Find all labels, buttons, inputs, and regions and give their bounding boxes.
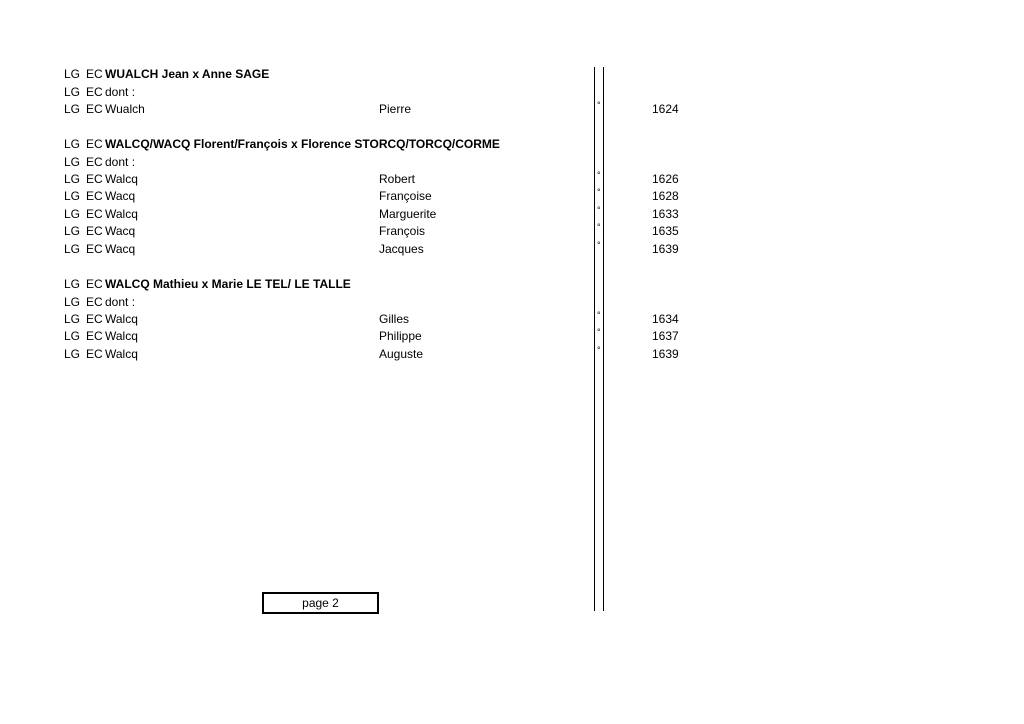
birth-symbol: °	[597, 310, 601, 320]
column-divider-right	[603, 67, 604, 611]
ec-code: EC	[86, 172, 103, 186]
birth-year: 1633	[652, 207, 679, 221]
child-surname: Walcq	[105, 312, 138, 326]
child-surname: Walcq	[105, 347, 138, 361]
lg-code: LG	[64, 312, 81, 326]
child-surname: Wualch	[105, 102, 145, 116]
page-number: page 2	[302, 596, 339, 610]
birth-symbol: °	[597, 240, 601, 250]
child-surname: Wacq	[105, 242, 136, 256]
couple-title: WALCQ/WACQ Florent/François x Florence STORCQ/TORCQ/CORME	[105, 137, 500, 151]
ec-code: EC	[86, 189, 103, 203]
lg-code: LG	[64, 67, 81, 81]
lg-code: LG	[64, 329, 81, 343]
birth-year: 1626	[652, 172, 679, 186]
child-firstname: Marguerite	[379, 207, 437, 221]
child-surname: Walcq	[105, 207, 138, 221]
birth-year: 1634	[652, 312, 679, 326]
child-surname: Walcq	[105, 329, 138, 343]
child-firstname: Philippe	[379, 329, 422, 343]
ec-code: EC	[86, 67, 103, 81]
lg-code: LG	[64, 242, 81, 256]
child-firstname: François	[379, 224, 426, 238]
page-number-box	[262, 592, 379, 614]
lg-code: LG	[64, 172, 81, 186]
lg-code: LG	[64, 137, 81, 151]
dont-label: dont :	[105, 155, 136, 169]
birth-symbol: °	[597, 222, 601, 232]
lg-code: LG	[64, 102, 81, 116]
lg-code: LG	[64, 224, 81, 238]
child-firstname: Jacques	[379, 242, 424, 256]
child-firstname: Françoise	[379, 189, 432, 203]
lg-code: LG	[64, 295, 81, 309]
lg-code: LG	[64, 207, 81, 221]
lg-code: LG	[64, 189, 81, 203]
ec-code: EC	[86, 242, 103, 256]
couple-title: WUALCH Jean x Anne SAGE	[105, 67, 270, 81]
birth-year: 1635	[652, 224, 679, 238]
ec-code: EC	[86, 312, 103, 326]
birth-year: 1628	[652, 189, 679, 203]
lg-code: LG	[64, 155, 81, 169]
birth-year: 1637	[652, 329, 679, 343]
dont-label: dont :	[105, 295, 136, 309]
lg-code: LG	[64, 347, 81, 361]
couple-title: WALCQ Mathieu x Marie LE TEL/ LE TALLE	[105, 277, 351, 291]
lg-code: LG	[64, 85, 81, 99]
birth-year: 1624	[652, 102, 679, 116]
child-surname: Wacq	[105, 189, 136, 203]
ec-code: EC	[86, 102, 103, 116]
ec-code: EC	[86, 295, 103, 309]
birth-symbol: °	[597, 205, 601, 215]
child-surname: Walcq	[105, 172, 138, 186]
ec-code: EC	[86, 347, 103, 361]
birth-year: 1639	[652, 242, 679, 256]
ec-code: EC	[86, 224, 103, 238]
ec-code: EC	[86, 137, 103, 151]
ec-code: EC	[86, 207, 103, 221]
birth-symbol: °	[597, 345, 601, 355]
ec-code: EC	[86, 155, 103, 169]
dont-label: dont :	[105, 85, 136, 99]
column-divider-left	[594, 67, 595, 611]
ec-code: EC	[86, 277, 103, 291]
ec-code: EC	[86, 85, 103, 99]
birth-symbol: °	[597, 170, 601, 180]
birth-symbol: °	[597, 187, 601, 197]
child-firstname: Gilles	[379, 312, 410, 326]
birth-symbol: °	[597, 327, 601, 337]
birth-year: 1639	[652, 347, 679, 361]
child-surname: Wacq	[105, 224, 136, 238]
birth-symbol: °	[597, 100, 601, 110]
lg-code: LG	[64, 277, 81, 291]
child-firstname: Pierre	[379, 102, 412, 116]
ec-code: EC	[86, 329, 103, 343]
child-firstname: Auguste	[379, 347, 424, 361]
child-firstname: Robert	[379, 172, 416, 186]
